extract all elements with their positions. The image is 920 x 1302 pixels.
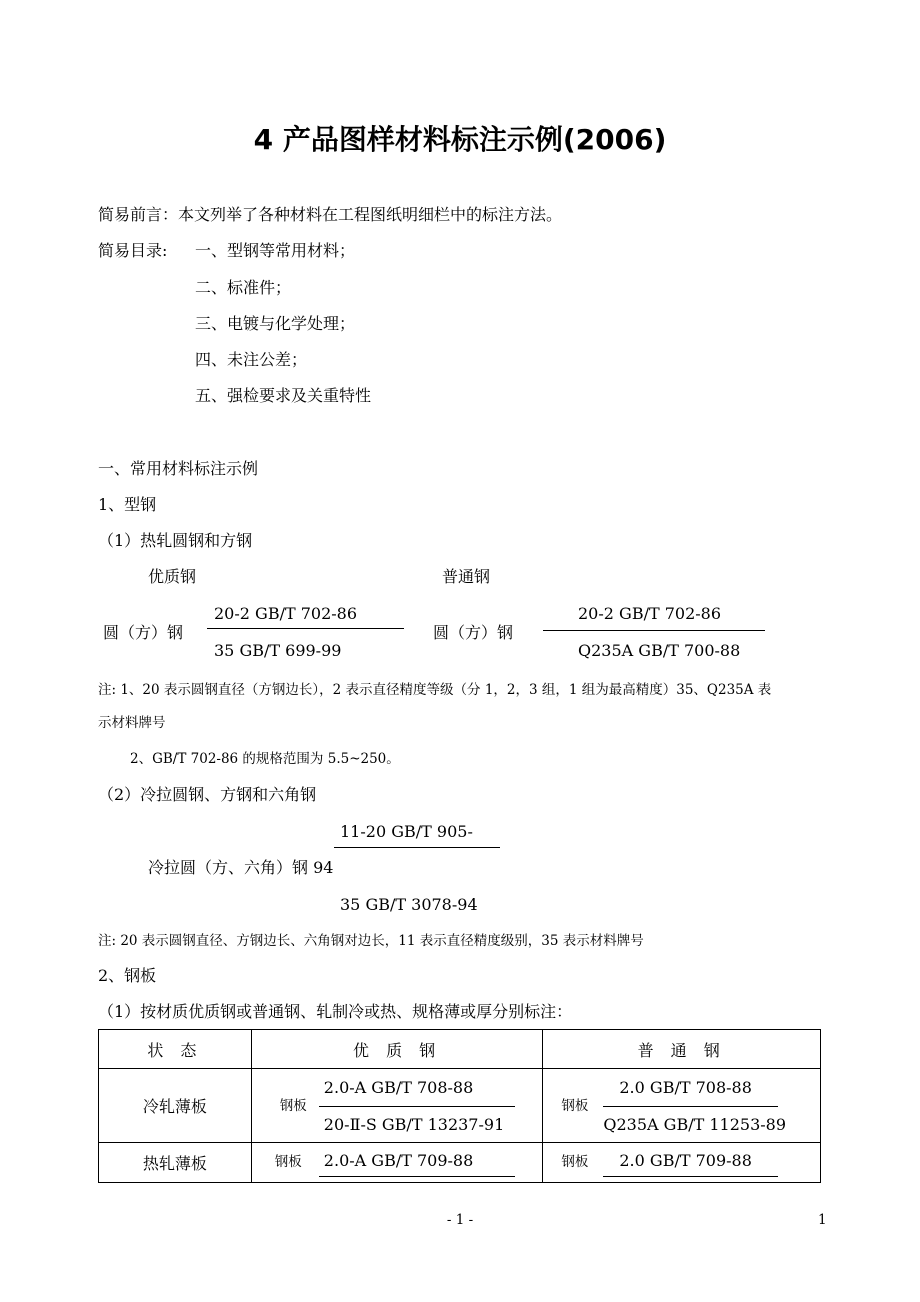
preface-text: 本文列举了各种材料在工程图纸明细栏中的标注方法。	[178, 205, 563, 224]
subsection-heading: 1、型钢	[98, 495, 157, 514]
toc-item: 四、未注公差；	[195, 350, 308, 369]
note-line: 示材料牌号	[98, 715, 166, 731]
cell-denominator: Q235A GB/T 11253-89	[603, 1115, 787, 1134]
page-title: 4 产品图样材料标注示例(2006)	[253, 123, 667, 156]
fraction-denominator: 35 GB/T 3078-94	[340, 895, 478, 914]
cell-prefix: 钢板	[279, 1098, 307, 1114]
quality-cell	[251, 1143, 543, 1183]
page-number-center: - 1 -	[446, 1212, 474, 1228]
toc-item: 五、强检要求及关重特性	[195, 386, 372, 405]
cell-prefix: 钢板	[274, 1154, 302, 1170]
toc-label: 简易目录:	[98, 241, 168, 260]
header-cell: 优 质 钢	[251, 1030, 543, 1069]
fraction-line	[603, 1106, 778, 1107]
cell-numerator: 2.0-A GB/T 709-88	[323, 1151, 474, 1170]
fraction-prefix: 圆（方）钢	[433, 623, 514, 642]
table-row	[99, 1069, 821, 1143]
fraction-line	[543, 630, 765, 631]
cell-numerator: 2.0 GB/T 708-88	[619, 1078, 752, 1097]
fraction-prefix: 冷拉圆（方、六角）钢 94	[148, 858, 334, 877]
quality-steel-label: 优质钢	[148, 567, 197, 586]
fraction-line	[334, 847, 500, 848]
header-cell: 状 态	[99, 1030, 252, 1069]
toc-item: 一、型钢等常用材料；	[195, 241, 356, 260]
fraction-prefix: 圆（方）钢	[103, 623, 184, 642]
preface	[98, 205, 562, 225]
section-heading: 一、常用材料标注示例	[98, 459, 259, 478]
cell-prefix: 钢板	[561, 1154, 589, 1170]
note-line: 注: 1、20 表示圆钢直径（方钢边长），2 表示直径精度等级（分 1，2，3 组，1 组为最高精度）35、Q235A 表	[98, 682, 772, 698]
subsection-heading: （1）热轧圆钢和方钢	[98, 531, 253, 550]
cell-numerator: 2.0-A GB/T 708-88	[323, 1078, 474, 1097]
table-row	[99, 1143, 821, 1183]
fraction-line	[207, 628, 404, 629]
preface-label: 简易前言：	[98, 205, 179, 224]
fraction-numerator: 11-20 GB/T 905-	[340, 822, 473, 841]
note-line: 2、GB/T 702-86 的规格范围为 5.5~250。	[130, 751, 400, 767]
ordinary-cell	[543, 1069, 821, 1143]
fraction-line	[319, 1106, 515, 1107]
quality-cell	[251, 1069, 543, 1143]
subsection-heading: （2）冷拉圆钢、方钢和六角钢	[98, 785, 317, 804]
steel-plate-table	[98, 1029, 821, 1183]
table-header-row	[99, 1030, 821, 1069]
cell-prefix: 钢板	[561, 1098, 589, 1114]
fraction-denominator: 35 GB/T 699-99	[214, 641, 342, 660]
fraction-numerator: 20-2 GB/T 702-86	[578, 604, 722, 623]
cell-denominator: 20-Ⅱ-S GB/T 13237-91	[323, 1115, 505, 1134]
cell-numerator: 2.0 GB/T 709-88	[619, 1151, 752, 1170]
toc-item: 三、电镀与化学处理；	[195, 314, 356, 333]
ordinary-cell	[543, 1143, 821, 1183]
fraction-numerator: 20-2 GB/T 702-86	[214, 604, 358, 623]
subsection-heading: （1）按材质优质钢或普通钢、轧制冷或热、规格薄或厚分别标注：	[98, 1002, 573, 1021]
fraction-line	[603, 1176, 778, 1177]
state-cell: 热轧薄板	[99, 1143, 252, 1183]
fraction-line	[319, 1176, 515, 1177]
subsection-heading: 2、钢板	[98, 966, 157, 985]
toc-item: 二、标准件；	[195, 278, 292, 297]
header-cell: 普 通 钢	[543, 1030, 821, 1069]
page-number-right: 1	[818, 1212, 827, 1228]
ordinary-steel-label: 普通钢	[442, 567, 491, 586]
fraction-denominator: Q235A GB/T 700-88	[578, 641, 741, 660]
note-line: 注: 20 表示圆钢直径、方钢边长、六角钢对边长，11 表示直径精度级别，35 表示材料牌号	[98, 933, 644, 949]
state-cell: 冷轧薄板	[99, 1069, 252, 1143]
